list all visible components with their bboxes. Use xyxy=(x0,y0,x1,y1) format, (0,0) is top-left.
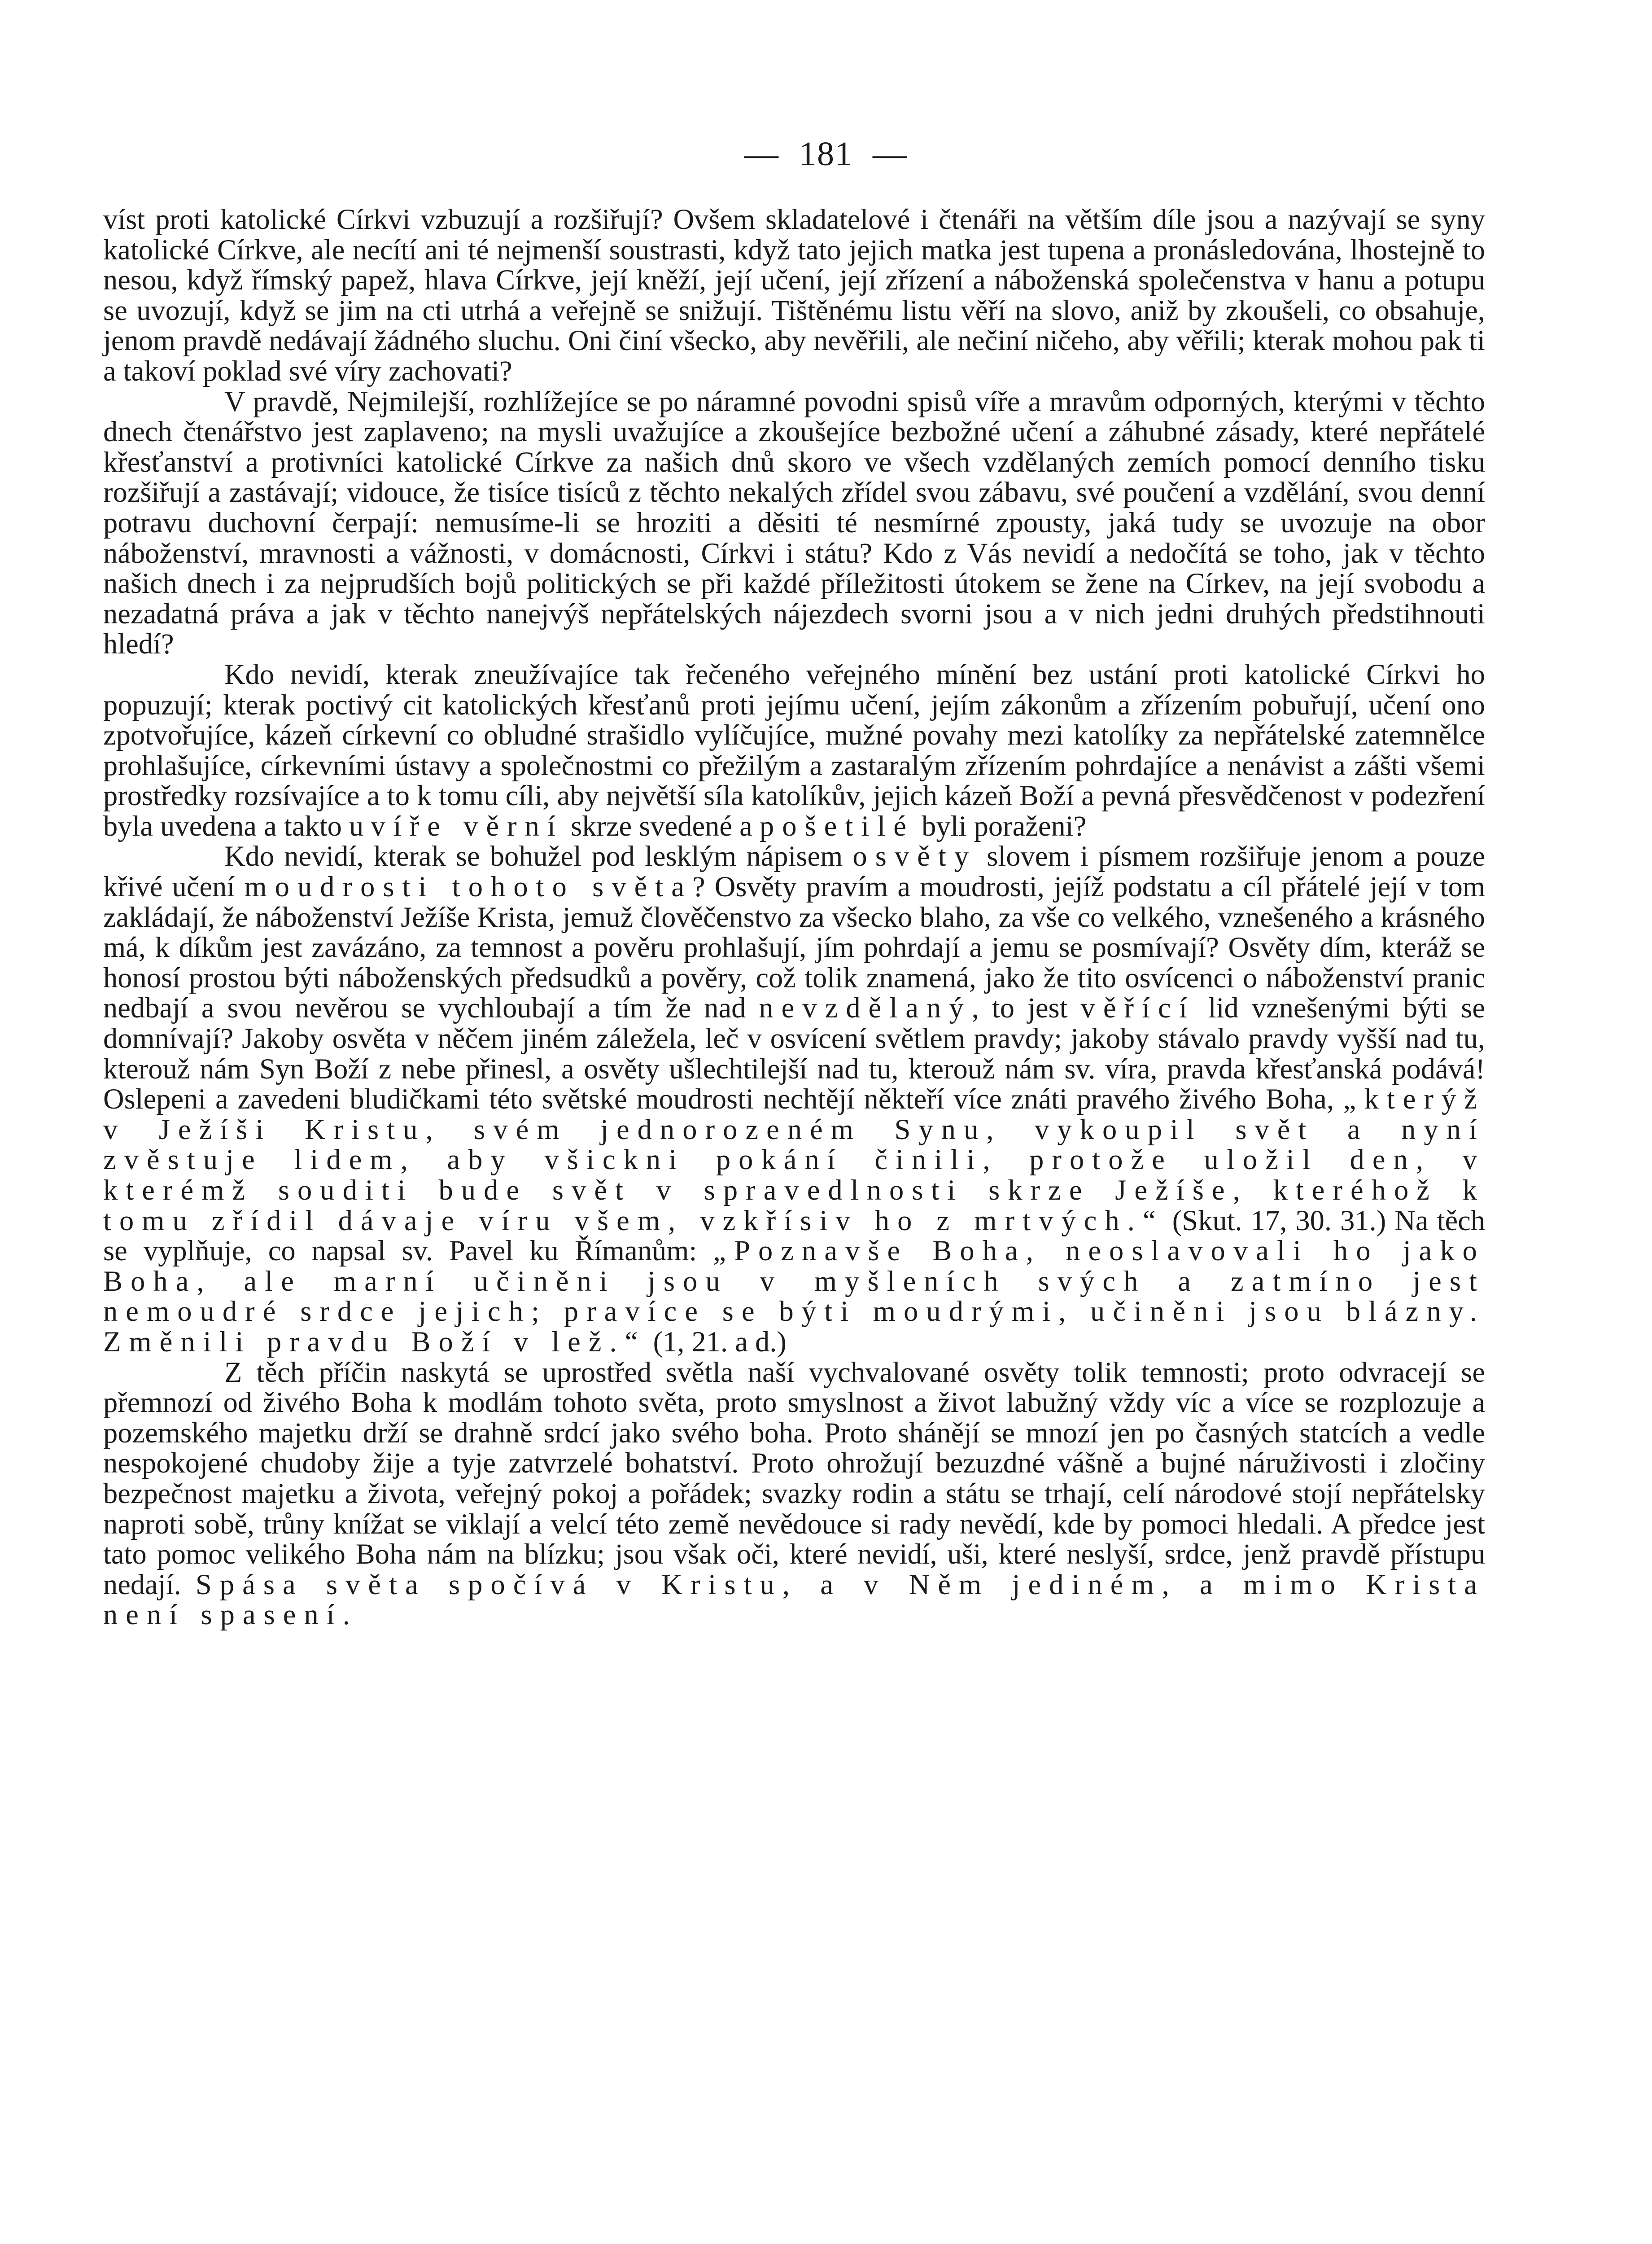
paragraph xyxy=(103,659,1485,842)
emphasized-text: nevzdělaný xyxy=(759,992,972,1024)
emphasized-text: moudrosti tohoto světa xyxy=(244,871,692,903)
paragraph xyxy=(103,204,1485,386)
page-number-dash-right: — xyxy=(873,135,908,173)
page-number-value: 181 xyxy=(799,135,853,173)
text-run: ? Osvěty pravím a moudrosti, jejíž podstatu a cíl přátelé její v tom zakládají, že náboženství Ježíše Krista, jemuž člověčenstvo za všecko blaho, za vše co velkého, vznešeného a krásného má, k díkům jest zavázáno, za temnost a pověru prohlašují, jím pohrdají a jemu se posmívají? Osvěty dím, kteráž se honosí prostou býti náboženských předsudků a pověry, což tolik znamená, jako že tito osvícenci o náboženství pranic nedbají a svou nevěrou se vychloubají a tím že nad xyxy=(103,871,1485,1024)
emphasized-text: „kterýž v Ježíši Kristu, svém jednorozeném Synu, vykoupil svět a nyní zvěstuje lidem, aby všickni pokání činili, protože uložil den, v kterémž souditi bude svět v spravedlnosti skrze Ježíše, kteréhož k tomu zřídil dávaje víru všem, vzkřísiv ho z mrtvých.“ xyxy=(103,1083,1485,1236)
text-run: slovem i písmem rozšiřuje jenom a pouze křivé učení xyxy=(103,840,1485,903)
paragraph xyxy=(103,841,1485,1357)
text-run: skrze svedené a xyxy=(563,810,760,842)
emphasized-text: věřící xyxy=(1080,992,1195,1024)
text-run: byli poraženi? xyxy=(914,810,1087,842)
emphasized-text: pošetilé xyxy=(759,810,914,842)
text-run: Kdo nevidí, kterak zneužívajíce tak řečeného veřejného mínění bez ustání proti katolické Církvi ho popuzují; kterak poctivý cit katolických křesťanů proti jejímu učení, jejím zákonům a zřízením pobuřují, učení ono zpotvořujíce, kázeň církevní co obludné strašidlo vylíčujíce, mužné povahy mezi katolíky za nepřátelské zatemnělce prohlašujíce, církevními ústavy a společnostmi co přežilým a zastaralým zřízením pohrdajíce a nenávist a zášti všemi prostředky rozsívajíce a to k tomu cíli, aby největší síla katolíkův, jejich kázeň Boží a pevná přesvědčenost v podezření byla uvedena a takto u xyxy=(103,658,1485,842)
paragraph xyxy=(103,1357,1485,1630)
text-run: Kdo nevidí, kterak se bohužel pod lesklým nápisem xyxy=(224,840,853,872)
paragraph xyxy=(103,386,1485,659)
body-text xyxy=(103,204,1485,1630)
text-run: V pravdě, Nejmilejší, rozhlížejíce se po náramné povodni spisů víře a mravům odporných, kterými v těchto dnech čtenářstvo jest zaplaveno; na mysli uvažujíce a zkoušejíce bezbožné učení a záhubné zásady, které nepřátelé křesťanství a protivníci katolické Církve za našich dnů skoro ve všech vzdělaných zemích pomocí denního tisku rozšiřují a zastávají; vidouce, že tisíce tisíců z těchto nekalých zřídel svou zábavu, své poučení a vzdělání, svou denní potravu duchovní čerpají: nemusíme-li se hroziti a děsiti té nesmírné zpousty, jaká tudy se uvozuje na obor náboženství, mravnosti a vážnosti, v domácnosti, Církvi i státu? Kdo z Vás nevidí a nedočítá se toho, jak v těchto našich dnech i za nejprudších bojů politických se při každé příležitosti útokem se žene na Církev, na její svobodu a nezadatná práva a jak v těchto nanejvýš nepřátelských nájezdech svorni jsou a v nich jedni druhých předstihnouti hledí? xyxy=(103,385,1485,660)
text-run: (1, 21. a d.) xyxy=(646,1325,787,1358)
emphasized-text: Spása světa spočívá v Kristu, a v Něm jediném, a mimo Krista není spasení. xyxy=(103,1568,1485,1631)
page-number-dash-left: — xyxy=(744,135,779,173)
text-run: lid vznešenými býti se domnívají? Jakoby osvěta v něčem jiném záležela, leč v osvícení světlem pravdy; jakoby stávalo pravdy vyšší nad tu, kterouž nám Syn Boží z nebe přinesl, a osvěty ušlechtilejší nad tu, kterouž nám sv. víra, pravda křesťanská podává! Oslepeni a zavedeni bludičkami této světské moudrosti nechtějí někteří více znáti pravého živého Boha, xyxy=(103,992,1485,1115)
emphasized-text: „Poznavše Boha, neoslavovali ho jako Boha, ale marní učiněni jsou v myšleních svých a zatmíno jest nemoudré srdce jejich; pravíce se býti moudrými, učiněni jsou blázny. Změnili pravdu Boží v lež.“ xyxy=(103,1235,1485,1358)
text-run: Z těch příčin naskytá se uprostřed světla naší vychvalované osvěty tolik temnosti; proto odvracejí se přemnozí od živého Boha k modlám tohoto světa, proto smyslnost a život labužný vždy víc a více se rozplozuje a pozemského majetku drží se drahně srdcí jako svého boha. Proto shánějí se mnozí jen po časných statcích a vedle nespokojené chudoby žije a tyje zatvrzelé bohatství. Proto ohrožují bezuzdné vášně a bujné náruživosti i zločiny bezpečnost majetku a života, veřejný pokoj a pořádek; svazky rodin a státu se trhají, celí národové stojí nepřátelsky naproti sobě, trůny knížat se viklají a velcí této země nevědouce si rady nevědí, kde by pomoci hledali. A předce jest tato pomoc velikého Boha nám na blízku; jsou však oči, které nevidí, uši, které neslyší, srdce, jenž pravdě přístupu nedají. xyxy=(103,1356,1485,1600)
page-number xyxy=(0,135,1652,174)
emphasized-text: víře věrní xyxy=(371,810,564,842)
text-run: (Skut. 17, 30. 31.) Na těch se vyplňuje, co napsal sv. Pavel ku Římanům: xyxy=(103,1204,1486,1267)
emphasized-text: osvěty xyxy=(852,840,977,872)
text-run: , to jest xyxy=(971,992,1081,1024)
text-run: víst proti katolické Církvi vzbuzují a rozšiřují? Ovšem skladatelové i čtenáři na větším díle jsou a nazývají se syny katolické Církve, ale necítí ani té nejmenší soustrasti, když tato jejich matka jest tupena a pronásledována, lhostejně to nesou, když římský papež, hlava Církve, její kněží, její učení, její zřízení a náboženská společenstva v hanu a potupu se uvozují, když se jim na cti utrhá a veřejně se snižují. Tištěnému listu věří na slovo, aniž by zkoušeli, co obsahuje, jenom pravdě nedávají žádného sluchu. Oni činí všecko, aby nevěřili, ale nečiní ničeho, aby věřili; kterak mohou pak ti a takoví poklad své víry zachovati? xyxy=(103,203,1485,387)
